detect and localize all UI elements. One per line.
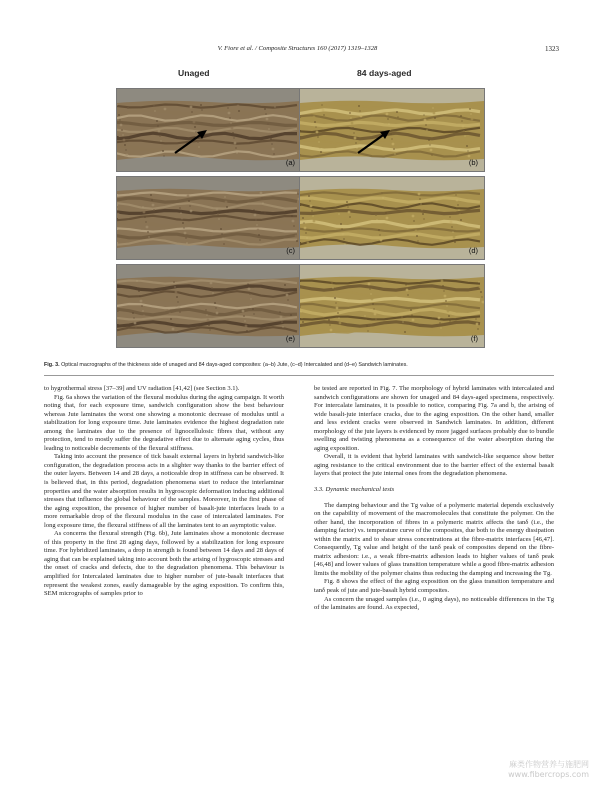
panel-label: (e): [285, 334, 295, 343]
micrograph-panel-d: [299, 176, 485, 260]
micrograph-panel-c: [116, 176, 302, 260]
body-paragraph: be tested are reported in Fig. 7. The morphology of hybrid laminates with intercalated and sandwich configurations are shown for unaged and 84 days-aged specimens, respectively. For intercalate laminates, it is possible to notice, comparing Fig. 7a and b, the arising of wide basalt-jute interface cracks, due to the aging exposition. On the other hand, smaller and less evident cracks were observed in Sandwich laminates. In addition, different morphology of the jute layers is evidenced by more jagged surfaces probably due to bundle swelling and twisting phenomena as a consequence of the water absorption during the aging exposition.: [314, 385, 554, 452]
body-paragraph: Fig. 6a shows the variation of the flexural modulus during the aging campaign. It worth noting that, for each exposure time, sandwich configuration show the best behaviour whereas Jute laminates the worst one showing a monotonic decrease of modulus until a stabilization for long exposure time. Jute laminates evidence the highest degradation rate among the laminates due to the presence of lignocellulosic fibres that, without any protection, tend to mostly suffer the degradative effect due to alternate aging cycles, thus leading to noticeable decrements of the flexural stiffness.: [44, 393, 284, 452]
watermark-line-2: www.fibercrops.com: [508, 770, 589, 779]
micrograph-panel-a: [116, 88, 302, 172]
left-text-column: [44, 385, 284, 599]
caption-rule: [44, 375, 554, 376]
micrograph-panel-e: [116, 264, 302, 348]
figure-caption-text: Optical macrographs of the thickness side of unaged and 84 days-aged composites: (a–b) Jute, (c–d) Intercalated and (d–e) Sandwich laminates.: [59, 362, 408, 368]
figure-column-label-unaged: Unaged: [178, 68, 210, 78]
right-text-column: [314, 385, 554, 613]
running-header-citation: V. Fiore et al. / Composite Structures 160 (2017) 1319–1328: [217, 45, 378, 52]
body-paragraph: Taking into account the presence of tick basalt external layers in hybrid sandwich-like configuration, the degradation process acts in a slighter way thanks to the barrier effect of the outer layers. Between 14 and 28 days, a noticeable drop in stiffness can be observed. It is believed that, in this period, degradation phenomena start to reduce the interlaminar properties and the water absorption results in hygroscopic deformation inducing additional stresses that influence the global behaviour of the samples. Moreover, in the first phase of the aging exposition, the presence of higher number of basalt-jute interfaces leads to a more remarkable drop of the flexural modulus in the case of intercalated laminates. For long exposure time, the flexural stiffness of all the laminates tent to an asymptotic value.: [44, 453, 284, 529]
panel-label: (b): [468, 158, 478, 167]
section-heading: 3.3. Dynamic mechanical tests: [314, 486, 395, 494]
body-paragraph: As concern the unaged samples (i.e., 0 aging days), no noticeable differences in the Tg of the laminates are found. As expected,: [314, 595, 554, 612]
body-paragraph: The damping behaviour and the Tg value of a polymeric material depends exclusively on the capability of movement of the macromolecules that constitute the polymer. On the other hand, the incorporation of fibres in a polymeric matrix affects the tanδ (i.e., the damping factor) vs. temperature curve of the composites, due both to the energy dissipation within the matrix and to shear stress concentrations at the fibre-matrix interfaces [46,47]. Consequently, Tg value and height of the tanδ peak of composites depend on the fibre-matrix adhesion: i.e., a weak fibre-matrix adhesion leads to higher values of tanδ peak [46,48] and lower values of glass transition temperature while a good fibre-matrix adhesion limits the mobility of the polymer chains thus reducing the damping and increasing the Tg.: [314, 501, 554, 577]
figure-caption: [44, 362, 554, 368]
micrograph-panel-f: [299, 264, 485, 348]
panel-label: (c): [286, 246, 295, 255]
micrograph-panel-b: [299, 88, 485, 172]
panel-label: (f): [470, 334, 478, 343]
watermark: [508, 760, 589, 780]
panel-label: (d): [468, 246, 478, 255]
panel-label: (a): [285, 158, 295, 167]
body-paragraph: Overall, it is evident that hybrid laminates with sandwich-like sequence show better aging resistance to the critical environment due to the barrier effect of the external basalt layers that protect the jute internal ones from the degradation phenomena.: [314, 453, 554, 478]
body-paragraph: to hygrothermal stress [37–39] and UV radiation [41,42] (see Section 3.1).: [44, 385, 240, 392]
body-paragraph: As concerns the flexural strength (Fig. 6b), Jute laminates show a monotonic decrease of this property in the first 28 aging days, followed by a stabilization for long exposure time. For hybridized laminates, a drop in strength is found between 14 days and 28 days of aging that can be explained taking into account both the arising of hygroscopic stresses and the onset of cracks and defects, due to the degradation phenomena. This behaviour is amplified for Intercalated laminates due to higher number of jute-basalt interfaces that represent the weakest zones, easily damageable by the aging exposition. To confirm this, SEM micrographs of samples prior to: [44, 530, 284, 598]
page-number: 1323: [545, 45, 559, 53]
watermark-line-1: 麻类作物营养与施肥网: [509, 760, 589, 769]
body-paragraph: Fig. 8 shows the effect of the aging exposition on the glass transition temperature and tanδ peak of jute and jute-basalt hybrid composites.: [314, 578, 554, 595]
figure-caption-label: Fig. 3.: [44, 362, 60, 368]
figure-column-label-aged: 84 days-aged: [357, 68, 412, 78]
